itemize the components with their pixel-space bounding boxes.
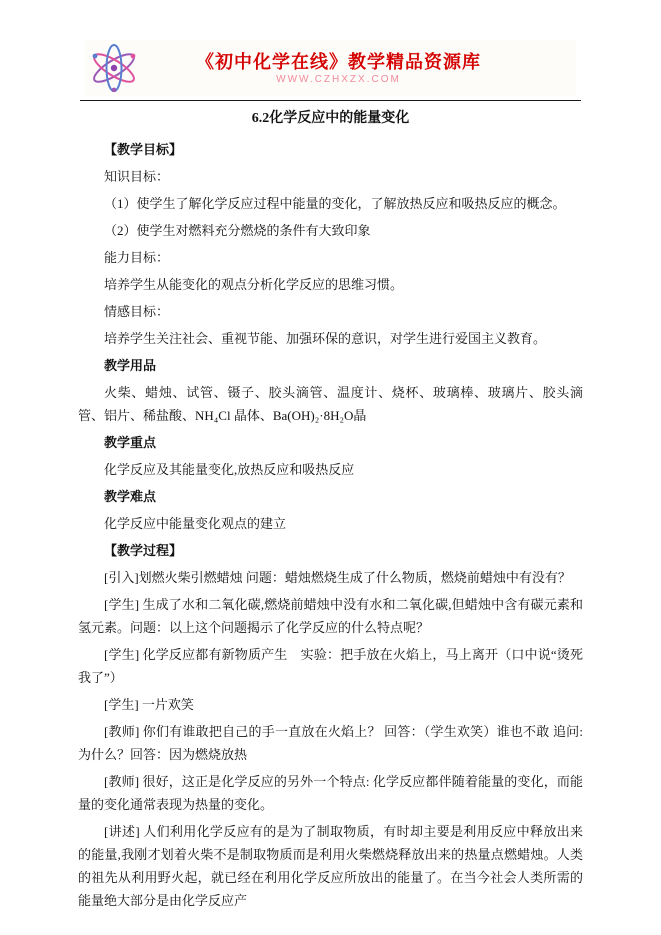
section-heading: 教学重点 <box>104 435 157 450</box>
brand-url: WWW.CZHXZX.COM <box>276 73 401 85</box>
paragraph: [学生] 化学反应都有新物质产生 实验：把手放在火焰上，马上离开（口中说“烫死我了”） <box>78 647 583 685</box>
paragraph: 化学反应及其能量变化,放热反应和吸热反应 <box>104 462 355 477</box>
header-divider <box>80 100 581 101</box>
paragraph: [教师] 你们有谁敢把自己的手一直放在火焰上？ 回答：（学生欢笑）谁也不敢 追问: 为什么？回答：因为燃烧放热 <box>78 724 583 762</box>
paragraph: 情感目标： <box>104 304 170 319</box>
paragraph: [引入]划燃火柴引燃蜡烛 问题：蜡烛燃烧生成了什么物质，燃烧前蜡烛中有没有？ <box>104 570 571 585</box>
paragraph: [讲述] 人们利用化学反应有的是为了制取物质，有时却主要是利用反应中释放出来的能量,我刚才划着火柴不是制取物质而是利用火柴燃烧释放出来的热量点燃蜡烛。人类的祖先从利用野火起，就已经在利用化学反应所放出的能量了。在当今社会人类所需的能量绝大部分是由化学反应产 <box>78 824 583 908</box>
atom-logo-icon <box>87 44 141 92</box>
header-banner <box>85 40 576 96</box>
paragraph: [学生] 一片欢笑 <box>104 697 194 712</box>
page-title: 6.2化学反应中的能量变化 <box>251 111 410 126</box>
brand-title: 《初中化学在线》教学精品资源库 <box>196 51 481 72</box>
paragraph: 能力目标： <box>104 250 170 265</box>
section-heading: 教学用品 <box>104 358 157 373</box>
section-heading: 【教学过程】 <box>104 543 183 558</box>
paragraph: 知识目标： <box>104 169 170 184</box>
paragraph: 培养学生关注社会、重视节能、加强环保的意识，对学生进行爱国主义教育。 <box>104 331 547 346</box>
brand-block <box>141 51 576 86</box>
paragraph: 火柴、蜡烛、试管、镊子、胶头滴管、温度计、烧杯、玻璃棒、玻璃片、胶头滴管、铝片、稀盐酸、NH₄Cl 晶体、Ba(OH)₂·8H₂O晶 <box>78 385 583 423</box>
document-body <box>0 138 661 912</box>
paragraph: （1）使学生了解化学反应过程中能量的变化，了解放热反应和吸热反应的概念。 <box>104 196 566 211</box>
section-heading: 教学难点 <box>104 489 157 504</box>
paragraph: [学生] 生成了水和二氧化碳,燃烧前蜡烛中没有水和二氧化碳,但蜡烛中含有碳元素和氢元素。问题：以上这个问题揭示了化学反应的什么特点呢？ <box>78 597 583 635</box>
section-heading: 【教学目标】 <box>104 142 183 157</box>
paragraph: 化学反应中能量变化观点的建立 <box>104 516 287 531</box>
paragraph: [教师] 很好，这正是化学反应的另外一个特点: 化学反应都伴随着能量的变化，而能量的变化通常表现为热量的变化。 <box>78 774 583 812</box>
paragraph: （2）使学生对燃料充分燃烧的条件有大致印象 <box>104 223 371 238</box>
paragraph: 培养学生从能变化的观点分析化学反应的思维习惯。 <box>104 277 404 292</box>
